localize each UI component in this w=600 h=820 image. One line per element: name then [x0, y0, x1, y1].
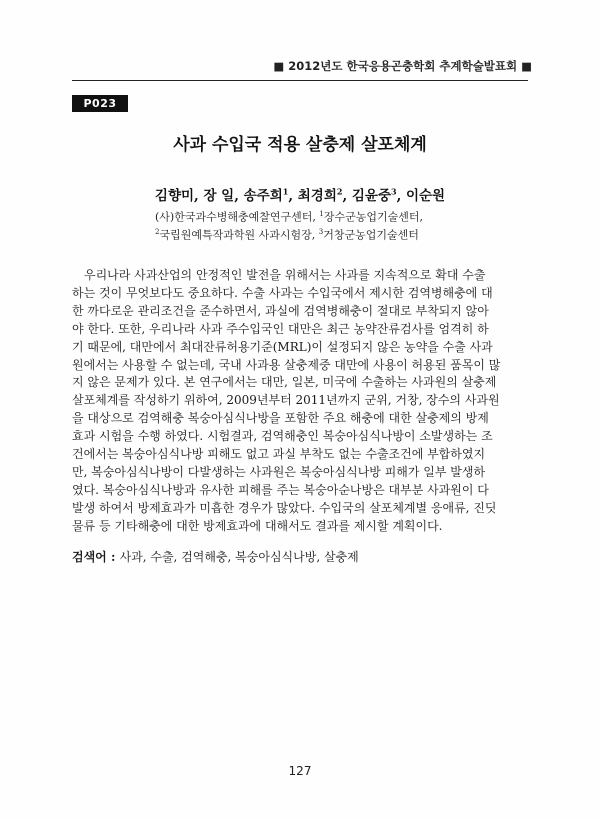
affil-mark: 1 [319, 210, 324, 218]
keywords-text: 사과, 수출, 검역해충, 복숭아심식나방, 살충제 [119, 550, 359, 564]
abstract-body [72, 267, 528, 536]
keywords-label: 검색어 : [72, 550, 120, 564]
author-affil-mark: 3 [390, 186, 397, 197]
author-name: 김윤중 [351, 188, 391, 204]
author-name: 김향미 [154, 188, 195, 204]
author-affil-mark: 2 [336, 186, 343, 197]
abstract-line: 지 않은 문제가 있다. 본 연구에서는 대만, 일본, 미국에 수출하는 사과원의 살충제 [72, 375, 497, 390]
affiliation-text: (사)한국과수병해충예찰연구센터, [155, 210, 320, 224]
author-name: 장 일 [203, 188, 235, 204]
abstract-line: 하는 것이 무엇보다도 중요하다. 수출 사과는 수입국에서 제시한 검역병해충에 대 [72, 285, 493, 300]
poster-id-badge: P023 [72, 95, 128, 112]
abstract-line: 발생 하여서 방제효과가 미흡한 경우가 많았다. 수입국의 살포체계별 응애류, 진딧 [72, 500, 497, 515]
author-separator: , [288, 188, 298, 204]
abstract-line: 야 한다. 또한, 우리나라 사과 주수입국인 대만은 최근 농약잔류검사를 엄격히 하 [72, 321, 489, 336]
affil-mark: 2 [155, 227, 160, 236]
author-list [72, 184, 528, 204]
author-separator: , [234, 188, 244, 204]
author-name: 최경희 [297, 188, 337, 204]
abstract-line: 물류 등 기타해충에 대한 방제효과에 대해서도 결과를 제시할 계획이다. [72, 518, 443, 533]
author-separator: , [194, 188, 204, 204]
affiliations [155, 207, 455, 242]
abstract-line: 효과 시험을 수행 하였다. 시험결과, 검역해충인 복숭아심식나방이 소발생하는 조 [72, 429, 493, 444]
affiliation-line [155, 207, 455, 225]
keywords [72, 548, 528, 565]
affil-mark: 3 [318, 227, 324, 236]
author-separator: , [342, 188, 352, 204]
abstract-line: 만, 복숭아심식나방이 다발생하는 사과원은 복숭아심식나방 피해가 일부 발생하 [72, 464, 486, 479]
affiliation-line [155, 225, 455, 243]
paper-title: 사과 수입국 적용 살충제 살포체계 [173, 135, 427, 155]
affiliation-text: 국립원예특작과학원 사과시험장, [159, 228, 319, 242]
abstract-line: 건에서는 복숭아심식나방 피해도 없고 과실 부착도 없는 수출조건에 부합하였지 [72, 447, 486, 462]
author-affil-mark: 1 [282, 186, 289, 197]
affiliation-text: 거창군농업기술센터 [323, 228, 419, 242]
affiliation-text: 장수군농업기술센터, [323, 210, 423, 224]
running-header: ■ 2012년도 한국응용곤충학회 추계학술발표회 ■ [273, 59, 532, 73]
abstract-line: 였다. 복숭아심식나방과 유사한 피해를 주는 복숭아순나방은 대부분 사과원이 다 [72, 482, 489, 497]
header-divider [72, 80, 528, 81]
author-name: 이순원 [405, 188, 446, 204]
abstract-line: 원에서는 사용할 수 없는데, 국내 사과용 살충제중 대만에 사용이 허용된 품목이 많 [72, 357, 501, 372]
abstract-line: 을 대상으로 검역해충 복숭아심식나방을 포함한 주요 해충에 대한 살충제의 방제 [72, 411, 489, 426]
abstract-line: 우리나라 사과산업의 안정적인 발전을 위해서는 사과를 지속적으로 확대 수출 [84, 268, 486, 282]
page-number: 127 [288, 764, 312, 778]
author-separator: , [396, 188, 406, 204]
abstract-line: 한 까다로운 관리조건을 준수하면서, 과실에 검역병해충이 절대로 부착되지 않아 [72, 303, 489, 318]
abstract-line: 살포체계를 작성하기 위하여, 2009년부터 2011년까지 군위, 거창, 장수의 사과원 [72, 393, 500, 408]
abstract-line: 기 때문에, 대만에서 최대잔류허용기준(MRL)이 설정되지 않은 농약을 수출 사과 [72, 339, 493, 354]
author-name: 송주희 [243, 188, 283, 204]
